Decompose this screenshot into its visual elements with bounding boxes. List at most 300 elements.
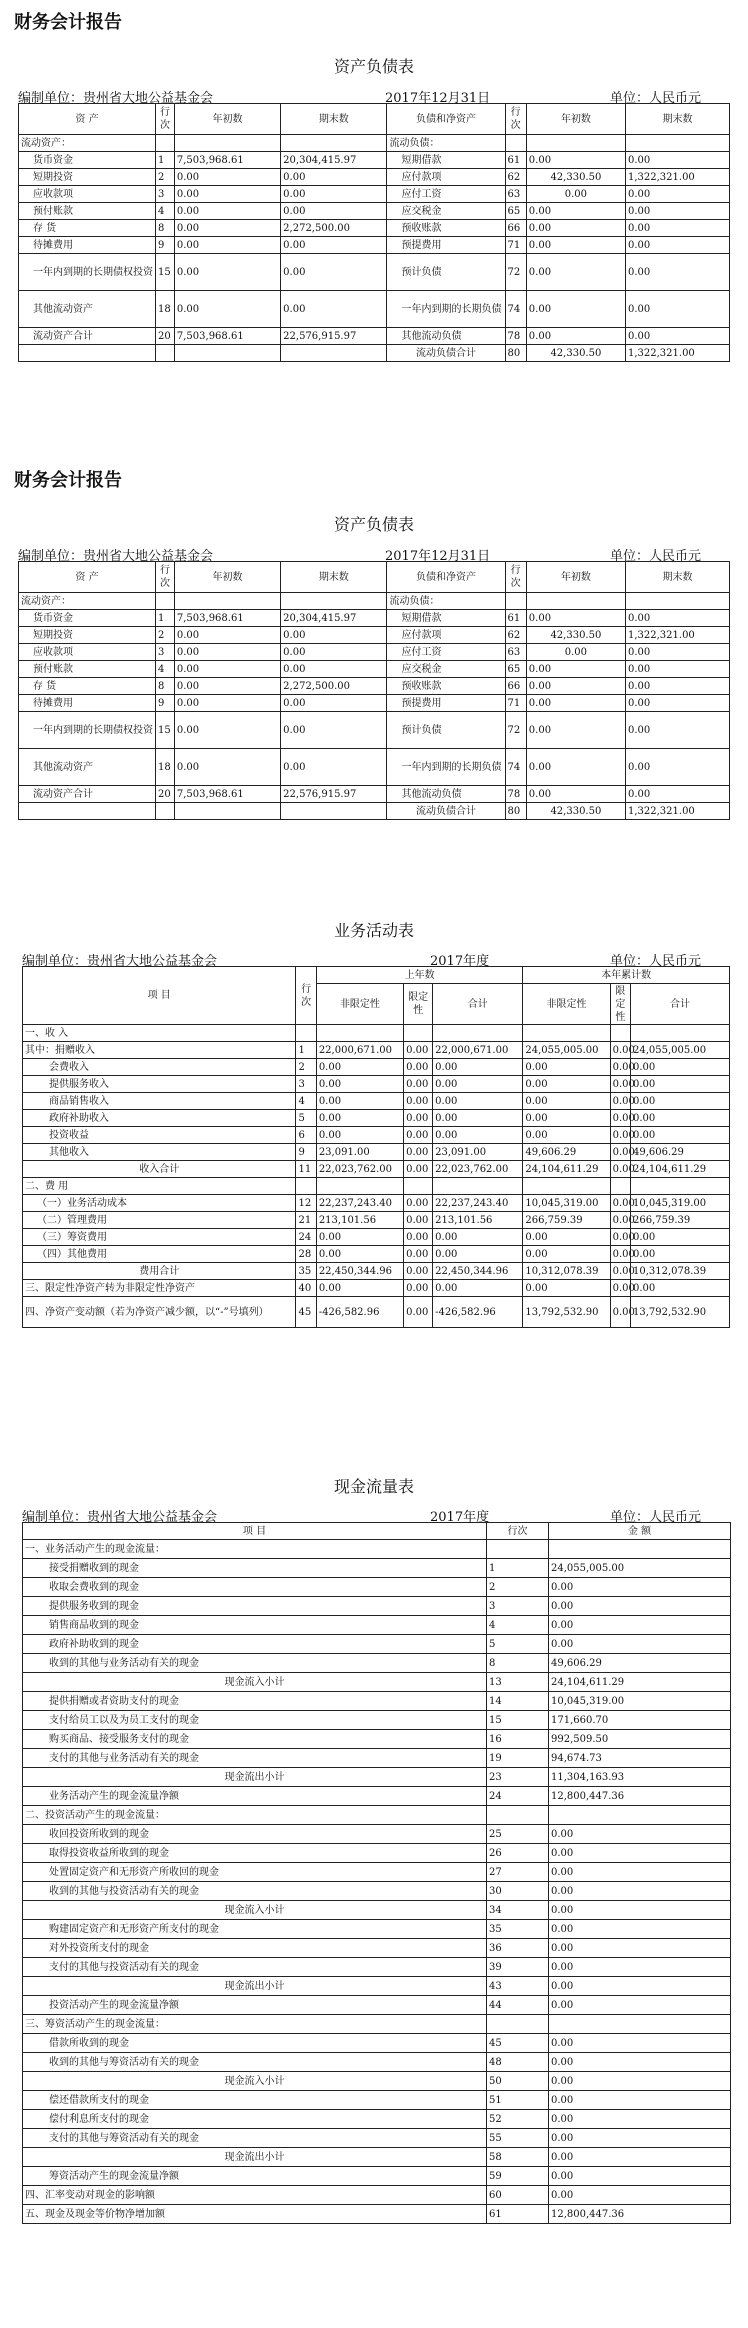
table-row (19, 593, 730, 610)
column-header-restricted: 限定性 (610, 984, 630, 1025)
table-cell: 商品销售收入 (23, 1093, 296, 1110)
table-cell: 流动资产合计 (19, 328, 156, 345)
table-cell: 预计负债 (387, 712, 505, 749)
table-cell: 213,101.56 (433, 1212, 523, 1229)
table-cell: 0.00 (281, 644, 387, 661)
column-header: 行次 (156, 562, 175, 593)
table-cell: 0.00 (526, 291, 625, 328)
table-cell: 1 (487, 1559, 549, 1578)
table-cell: 现金流入小计 (23, 2072, 487, 2091)
table-cell (505, 135, 526, 152)
table-cell: 48 (487, 2053, 549, 2072)
table-cell: 三、限定性净资产转为非限定性净资产 (23, 1280, 296, 1297)
table-cell: 13,792,532.90 (631, 1297, 730, 1328)
table-cell: 0.00 (549, 2053, 731, 2072)
table-cell: 0.00 (549, 2034, 731, 2053)
table-cell: 0.00 (174, 169, 280, 186)
table-cell: 12 (296, 1195, 316, 1212)
table-cell: 业务活动产生的现金流量净额 (23, 1787, 487, 1806)
table-cell: 0.00 (526, 695, 625, 712)
table-cell (316, 1178, 403, 1195)
table-cell: 23,091.00 (433, 1144, 523, 1161)
table-cell: 4 (296, 1093, 316, 1110)
table-cell (626, 593, 730, 610)
table-cell: 10,312,078.39 (523, 1263, 610, 1280)
table-row (23, 1825, 731, 1844)
table-cell: 15 (156, 712, 175, 749)
table-cell (523, 1178, 610, 1195)
table-cell: 支付的其他与业务活动有关的现金 (23, 1749, 487, 1768)
table-cell: 0.00 (526, 712, 625, 749)
table-row (23, 1559, 731, 1578)
table-cell: 66 (505, 678, 526, 695)
table-cell: 短期借款 (387, 152, 505, 169)
table-cell (156, 345, 175, 362)
table-cell: 61 (487, 2205, 549, 2224)
table-cell: 0.00 (174, 749, 280, 786)
table-cell: 短期投资 (19, 169, 156, 186)
table-cell: 2 (296, 1059, 316, 1076)
table-cell: 0.00 (316, 1127, 403, 1144)
table-cell: 0.00 (610, 1263, 630, 1280)
table-header-row (23, 1523, 731, 1540)
table-cell: 0.00 (404, 1195, 433, 1212)
table-cell: 0.00 (549, 1616, 731, 1635)
table-cell (404, 1178, 433, 1195)
table-cell: 0.00 (404, 1212, 433, 1229)
balance-sheet-title-repeat: 资产负债表 (333, 515, 414, 534)
table-cell: 0.00 (523, 1280, 610, 1297)
table-cell (296, 1178, 316, 1195)
table-cell: 0.00 (626, 610, 730, 627)
table-cell: 预付账款 (19, 203, 156, 220)
table-cell: 0.00 (433, 1076, 523, 1093)
table-cell: 0.00 (626, 291, 730, 328)
table-cell: 0.00 (549, 1635, 731, 1654)
table-row (19, 786, 730, 803)
table-cell: 其他流动资产 (19, 291, 156, 328)
table-cell: 1,322,321.00 (626, 627, 730, 644)
table-header-row (23, 967, 730, 984)
table-cell: 3 (296, 1076, 316, 1093)
table-cell: 0.00 (631, 1280, 730, 1297)
table-cell: 22,576,915.97 (281, 328, 387, 345)
table-cell: 24 (487, 1787, 549, 1806)
table-header-row (19, 104, 730, 135)
column-header: 年初数 (174, 104, 280, 135)
table-row (23, 2148, 731, 2167)
balance-sheet-unit-repeat: 单位：人民币元 (610, 549, 702, 564)
table-cell: 收到的其他与业务活动有关的现金 (23, 1654, 487, 1673)
column-header-prior-year: 上年数 (316, 967, 523, 984)
table-cell (523, 1025, 610, 1042)
table-cell (174, 345, 280, 362)
table-cell: 20 (156, 786, 175, 803)
table-cell: 24,055,005.00 (523, 1042, 610, 1059)
table-cell: 0.00 (174, 237, 280, 254)
table-cell: 23,091.00 (316, 1144, 403, 1161)
table-cell: 0.00 (626, 220, 730, 237)
table-cell: 0.00 (610, 1195, 630, 1212)
table-cell: 0.00 (316, 1110, 403, 1127)
table-row (23, 1654, 731, 1673)
table-cell: 处置固定资产和无形资产所收回的现金 (23, 1863, 487, 1882)
table-cell: 0.00 (433, 1229, 523, 1246)
table-row (19, 220, 730, 237)
table-cell: 21 (296, 1212, 316, 1229)
table-cell (487, 1540, 549, 1559)
column-header: 年初数 (174, 562, 280, 593)
table-cell: 8 (487, 1654, 549, 1673)
table-cell: 0.00 (610, 1229, 630, 1246)
table-cell: 0.00 (610, 1059, 630, 1076)
table-cell: 0.00 (626, 644, 730, 661)
table-cell: 0.00 (523, 1110, 610, 1127)
table-cell: 政府补助收入 (23, 1110, 296, 1127)
table-cell: 0.00 (433, 1093, 523, 1110)
table-cell: 会费收入 (23, 1059, 296, 1076)
table-cell: 7,503,968.61 (174, 610, 280, 627)
table-cell: 0.00 (549, 2186, 731, 2205)
table-row (19, 169, 730, 186)
table-cell: 应收款项 (19, 644, 156, 661)
table-cell: 22,576,915.97 (281, 786, 387, 803)
table-cell: 72 (505, 254, 526, 291)
table-row (23, 1540, 731, 1559)
table-cell: 78 (505, 786, 526, 803)
table-cell: 0.00 (526, 610, 625, 627)
table-cell: 22,237,243.40 (316, 1195, 403, 1212)
table-row (23, 2072, 731, 2091)
table-cell: 提供服务收到的现金 (23, 1597, 487, 1616)
table-cell: 预提费用 (387, 237, 505, 254)
table-cell: 0.00 (610, 1093, 630, 1110)
table-cell: 货币资金 (19, 610, 156, 627)
table-cell: -426,582.96 (433, 1297, 523, 1328)
table-cell: 偿付利息所支付的现金 (23, 2110, 487, 2129)
table-row (23, 1263, 730, 1280)
table-cell: 0.00 (174, 644, 280, 661)
table-cell: 3 (487, 1597, 549, 1616)
table-cell: 0.00 (549, 1882, 731, 1901)
table-cell: 10,045,319.00 (549, 1692, 731, 1711)
table-cell: （一）业务活动成本 (23, 1195, 296, 1212)
table-cell: 63 (505, 644, 526, 661)
table-cell: 应付款项 (387, 169, 505, 186)
table-cell: 0.00 (404, 1280, 433, 1297)
table-row (23, 1042, 730, 1059)
table-row (19, 610, 730, 627)
table-cell: 171,660.70 (549, 1711, 731, 1730)
table-cell: 对外投资所支付的现金 (23, 1939, 487, 1958)
table-cell: 59 (487, 2167, 549, 2186)
table-cell: 49,606.29 (631, 1144, 730, 1161)
table-cell: 政府补助收到的现金 (23, 1635, 487, 1654)
table-cell (505, 593, 526, 610)
table-cell: 0.00 (281, 661, 387, 678)
table-row (23, 1025, 730, 1042)
table-cell: 11 (296, 1161, 316, 1178)
table-cell: 39 (487, 1958, 549, 1977)
table-cell: 0.00 (281, 203, 387, 220)
table-row (23, 1730, 731, 1749)
table-cell: 0.00 (526, 749, 625, 786)
table-cell: 0.00 (549, 1920, 731, 1939)
table-row (23, 1958, 731, 1977)
table-cell: 20 (156, 328, 175, 345)
table-cell: 45 (487, 2034, 549, 2053)
table-cell: 0.00 (404, 1042, 433, 1059)
table-cell: 24,055,005.00 (631, 1042, 730, 1059)
table-row (23, 1939, 731, 1958)
table-cell (156, 803, 175, 820)
table-cell: 0.00 (174, 291, 280, 328)
table-cell: 13 (487, 1673, 549, 1692)
table-cell: 60 (487, 2186, 549, 2205)
table-cell: 0.00 (526, 678, 625, 695)
column-header-unrestricted: 非限定性 (523, 984, 610, 1025)
table-cell (174, 135, 280, 152)
table-cell: 现金流出小计 (23, 1768, 487, 1787)
table-cell (610, 1025, 630, 1042)
table-row (23, 1127, 730, 1144)
table-cell: 一年内到期的长期债权投资 (19, 712, 156, 749)
table-cell: 0.00 (526, 661, 625, 678)
table-cell: 62 (505, 169, 526, 186)
table-cell: 0.00 (174, 203, 280, 220)
table-cell: 其他收入 (23, 1144, 296, 1161)
table-cell: 22,000,671.00 (433, 1042, 523, 1059)
table-cell: 购建固定资产和无形资产所支付的现金 (23, 1920, 487, 1939)
column-header: 项 目 (23, 1523, 487, 1540)
table-cell: 71 (505, 695, 526, 712)
table-cell: 二、投资活动产生的现金流量： (23, 1806, 487, 1825)
table-cell: 二、费 用 (23, 1178, 296, 1195)
table-cell: （三）筹资费用 (23, 1229, 296, 1246)
table-cell: 五、现金及现金等价物净增加额 (23, 2205, 487, 2224)
table-cell: 0.00 (549, 1844, 731, 1863)
column-header: 期末数 (626, 104, 730, 135)
table-cell (19, 345, 156, 362)
table-cell: 2 (156, 169, 175, 186)
column-header: 负债和净资产 (387, 562, 505, 593)
table-cell: 10,045,319.00 (523, 1195, 610, 1212)
table-row (23, 1977, 731, 1996)
table-cell: 0.00 (549, 1597, 731, 1616)
table-cell: 1,322,321.00 (626, 345, 730, 362)
table-cell: 0.00 (631, 1093, 730, 1110)
table-cell: 5 (296, 1110, 316, 1127)
table-cell: 一年内到期的长期债权投资 (19, 254, 156, 291)
table-cell: 0.00 (549, 1901, 731, 1920)
table-cell: 短期借款 (387, 610, 505, 627)
table-cell: 0.00 (526, 220, 625, 237)
table-cell: 0.00 (631, 1076, 730, 1093)
table-cell: 借款所收到的现金 (23, 2034, 487, 2053)
column-header: 资 产 (19, 104, 156, 135)
table-row (19, 695, 730, 712)
table-cell: 13,792,532.90 (523, 1297, 610, 1328)
table-cell: 18 (156, 749, 175, 786)
table-cell: 0.00 (523, 1127, 610, 1144)
table-cell: 0.00 (610, 1161, 630, 1178)
table-cell: 存 货 (19, 220, 156, 237)
table-cell (281, 593, 387, 610)
table-row (23, 1806, 731, 1825)
table-cell: 一年内到期的长期负债 (387, 291, 505, 328)
table-row (23, 2015, 731, 2034)
table-cell: 其他流动负债 (387, 786, 505, 803)
table-cell: 0.00 (316, 1229, 403, 1246)
column-header-total: 合计 (631, 984, 730, 1025)
table-cell: 0.00 (174, 712, 280, 749)
table-cell: 0.00 (433, 1059, 523, 1076)
table-cell: 0.00 (526, 152, 625, 169)
table-cell: 55 (487, 2129, 549, 2148)
table-header-row (19, 562, 730, 593)
table-row (19, 803, 730, 820)
table-cell: 一年内到期的长期负债 (387, 749, 505, 786)
table-cell: 现金流出小计 (23, 2148, 487, 2167)
table-cell: 应交税金 (387, 203, 505, 220)
table-cell: 0.00 (631, 1110, 730, 1127)
table-row (19, 186, 730, 203)
table-cell: 16 (487, 1730, 549, 1749)
table-cell: 23 (487, 1768, 549, 1787)
table-cell: 0.00 (523, 1229, 610, 1246)
table-cell: 45 (296, 1297, 316, 1328)
table-cell: 现金流入小计 (23, 1901, 487, 1920)
table-cell: 预付账款 (19, 661, 156, 678)
table-cell: 0.00 (404, 1093, 433, 1110)
table-cell: 流动负债合计 (387, 803, 505, 820)
table-cell: 8 (156, 678, 175, 695)
table-cell: 0.00 (526, 328, 625, 345)
report-title: 财务会计报告 (14, 12, 122, 33)
cash-flow-title: 现金流量表 (333, 1477, 414, 1496)
table-cell: 0.00 (404, 1246, 433, 1263)
balance-sheet-table-repeat (18, 561, 730, 820)
table-cell (174, 593, 280, 610)
table-row (23, 2110, 731, 2129)
table-cell: 0.00 (631, 1229, 730, 1246)
table-row (23, 1195, 730, 1212)
table-row (23, 1996, 731, 2015)
table-cell (433, 1025, 523, 1042)
table-cell: 费用合计 (23, 1263, 296, 1280)
table-cell: 0.00 (549, 1939, 731, 1958)
table-row (23, 1076, 730, 1093)
column-header: 期末数 (281, 562, 387, 593)
table-cell: 9 (156, 237, 175, 254)
table-cell: 8 (156, 220, 175, 237)
table-cell: 0.00 (631, 1246, 730, 1263)
table-cell (316, 1025, 403, 1042)
table-row (19, 152, 730, 169)
table-cell: 65 (505, 661, 526, 678)
report-title-repeat: 财务会计报告 (14, 470, 122, 491)
table-cell: 一、业务活动产生的现金流量： (23, 1540, 487, 1559)
table-cell: 购买商品、接受服务支付的现金 (23, 1730, 487, 1749)
table-cell: 0.00 (526, 203, 625, 220)
table-cell: 应付工资 (387, 644, 505, 661)
table-cell: 14 (487, 1692, 549, 1711)
table-cell (626, 135, 730, 152)
table-cell (19, 803, 156, 820)
table-cell: 43 (487, 1977, 549, 1996)
cash-flow-unit: 单位：人民币元 (610, 1510, 702, 1525)
table-cell: 提供服务收入 (23, 1076, 296, 1093)
table-cell (526, 593, 625, 610)
table-row (23, 1093, 730, 1110)
table-cell: 5 (487, 1635, 549, 1654)
table-cell: 0.00 (404, 1144, 433, 1161)
column-header-unrestricted: 非限定性 (316, 984, 403, 1025)
table-cell: 0.00 (404, 1229, 433, 1246)
table-cell: 0.00 (523, 1059, 610, 1076)
table-cell: 0.00 (281, 237, 387, 254)
table-cell: 10,045,319.00 (631, 1195, 730, 1212)
table-cell: 25 (487, 1825, 549, 1844)
table-cell: 0.00 (610, 1076, 630, 1093)
table-cell (281, 345, 387, 362)
table-cell: 0.00 (281, 695, 387, 712)
table-cell: 9 (156, 695, 175, 712)
column-header: 期末数 (281, 104, 387, 135)
column-header-total: 合计 (433, 984, 523, 1025)
table-row (19, 712, 730, 749)
table-cell: 0.00 (626, 695, 730, 712)
activity-statement-title: 业务活动表 (333, 921, 414, 940)
table-cell: 12,800,447.36 (549, 2205, 731, 2224)
column-header: 年初数 (526, 562, 625, 593)
table-row (23, 1229, 730, 1246)
balance-sheet-date-repeat: 2017年12月31日 (385, 549, 491, 564)
table-row (23, 1920, 731, 1939)
table-cell: 0.00 (526, 786, 625, 803)
table-cell: 24,055,005.00 (549, 1559, 731, 1578)
table-cell: 0.00 (526, 186, 625, 203)
table-row (23, 2205, 731, 2224)
table-cell: 应付款项 (387, 627, 505, 644)
table-cell: 提供捐赠或者资助支付的现金 (23, 1692, 487, 1711)
table-cell: 42,330.50 (526, 345, 625, 362)
table-cell: 预计负债 (387, 254, 505, 291)
table-cell: 94,674.73 (549, 1749, 731, 1768)
table-cell: 销售商品收到的现金 (23, 1616, 487, 1635)
table-cell: 62 (505, 627, 526, 644)
table-cell: 流动负债： (387, 135, 505, 152)
table-cell: 0.00 (404, 1059, 433, 1076)
table-cell: 1,322,321.00 (626, 169, 730, 186)
table-cell (549, 1806, 731, 1825)
table-cell: 58 (487, 2148, 549, 2167)
table-cell: 预提费用 (387, 695, 505, 712)
table-cell: 预收账款 (387, 220, 505, 237)
activity-statement-unit: 单位：人民币元 (610, 954, 702, 969)
table-cell: 9 (296, 1144, 316, 1161)
table-cell: 0.00 (526, 644, 625, 661)
table-cell: 36 (487, 1939, 549, 1958)
table-row (19, 328, 730, 345)
table-cell: 待摊费用 (19, 237, 156, 254)
table-cell: 收到的其他与筹资活动有关的现金 (23, 2053, 487, 2072)
column-header: 资 产 (19, 562, 156, 593)
table-cell: 0.00 (626, 152, 730, 169)
table-cell: 接受捐赠收到的现金 (23, 1559, 487, 1578)
cash-flow-date: 2017年度 (430, 1510, 490, 1525)
table-cell: 流动资产： (19, 135, 156, 152)
